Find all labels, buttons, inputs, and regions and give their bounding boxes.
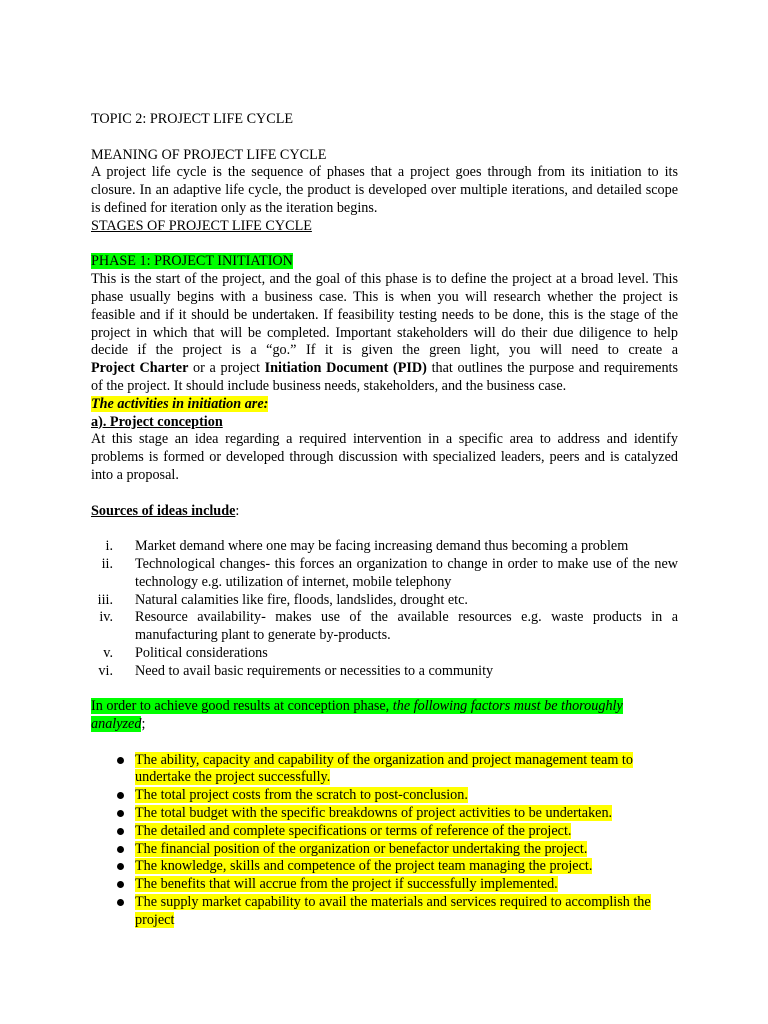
list-item [91,876,665,894]
list-item [91,609,678,645]
list-text: The benefits that will accrue from the project if successfully implemented. [135,876,558,893]
meaning-heading: MEANING OF PROJECT LIFE CYCLE [91,146,327,163]
bullet-icon [117,757,124,764]
list-number: iv. [99,609,113,626]
factors-intro-end: ; [141,716,146,733]
list-text: The ability, capacity and capability of the organization and project management team to undertake the project successfully. [135,751,633,786]
stages-heading [91,218,678,236]
list-text: The knowledge, skills and competence of the project team managing the project. [135,858,593,875]
phase1-mid-text: or a project [188,360,265,377]
list-item [91,663,678,681]
list-number: iii. [97,591,113,608]
bullet-icon [117,810,124,817]
activities-heading-text: The activities in initiation are: [91,395,269,412]
sources-heading [91,503,678,521]
conception-heading [91,414,678,432]
list-text: The total project costs from the scratch to post-conclusion. [135,787,468,804]
list-text: The financial position of the organization or benefactor undertaking the project. [135,840,588,857]
list-text: Resource availability- makes use of the available resources e.g. waste products in a manufacturing plant to generate by-products. [135,609,678,644]
list-text: The total budget with the specific breakdowns of project activities to be undertaken. [135,805,613,822]
list-text: Technological changes- this forces an organization to change in order to make use of the new technology e.g. utilization of internet, mobile telephony [135,555,678,590]
project-charter-term: Project Charter [91,360,189,377]
list-text: Need to avail basic requirements or necessities to a community [135,662,494,679]
list-item [91,752,665,788]
list-item [91,556,678,592]
pid-term: Initiation Document (PID) [264,360,427,377]
list-text: The detailed and complete specifications or terms of reference of the project. [135,822,572,839]
document-body [91,111,678,930]
activities-heading [91,396,678,414]
list-item [91,841,665,859]
conception-paragraph: At this stage an idea regarding a required intervention in a specific area to address and identify problems is formed or developed through discussion with specialized leaders, peers and is catalyzed into a proposal. [91,431,678,483]
list-item [91,823,665,841]
list-item [91,858,665,876]
list-item [91,538,678,556]
factors-list [91,752,665,930]
list-item [91,787,665,805]
list-item [91,645,678,663]
bullet-icon [117,881,124,888]
list-number: i. [105,538,113,555]
list-text: Natural calamities like fire, floods, landslides, drought etc. [135,591,468,608]
list-number: ii. [101,555,113,572]
conception-heading-text: a). Project conception [91,413,223,430]
sources-label: Sources of ideas include [91,502,236,519]
phase1-heading-text: PHASE 1: PROJECT INITIATION [91,253,293,270]
phase1-paragraph [91,271,678,396]
bullet-icon [117,792,124,799]
list-text: The supply market capability to avail the materials and services required to accomplish the project [135,894,651,928]
topic-title: TOPIC 2: PROJECT LIFE CYCLE [91,111,294,127]
bullet-icon [117,899,124,906]
phase1-paragraph-tail [91,360,678,396]
bullet-icon [117,828,124,835]
sources-list [91,538,678,680]
meaning-paragraph: A project life cycle is the sequence of phases that a project goes through from its initiation to its closure. In an adaptive life cycle, the product is developed over multiple iterations, and detailed scope is defined for iteration only as the iteration begins. [91,164,678,216]
list-item [91,894,665,930]
list-text: Market demand where one may be facing increasing demand thus becoming a problem [135,538,629,555]
phase1-tail-text: that outlines the purpose and requirements of the project. It should include business needs, stakeholders, and the business case. [91,360,678,394]
stages-heading-text: STAGES OF PROJECT LIFE CYCLE [91,217,312,234]
factors-intro-text [91,698,623,732]
list-item [91,592,678,610]
factors-intro-plain: In order to achieve good results at conception phase, [91,698,393,715]
sources-suffix: : [235,502,240,519]
list-text: Political considerations [135,644,268,661]
phase1-paragraph-main: This is the start of the project, and the goal of this phase is to define the project at a broad level. This phase usually begins with a business case. This is when you will research whether the project is feasible and if it should be undertaken. If feasibility testing needs to be done, this is the stage of the project in which that will be completed. Important stakeholders will do their due diligence to help decide if the project is a “go.” If it is given the green light, you will need to create a [91,271,678,359]
phase1-heading [91,253,678,271]
bullet-icon [117,863,124,870]
list-number: v. [103,644,113,661]
bullet-icon [117,846,124,853]
list-item [91,805,665,823]
factors-intro [91,698,657,734]
list-number: vi. [98,662,113,679]
factors-intro-italic: the following factors must be thoroughly analyzed [91,698,623,733]
